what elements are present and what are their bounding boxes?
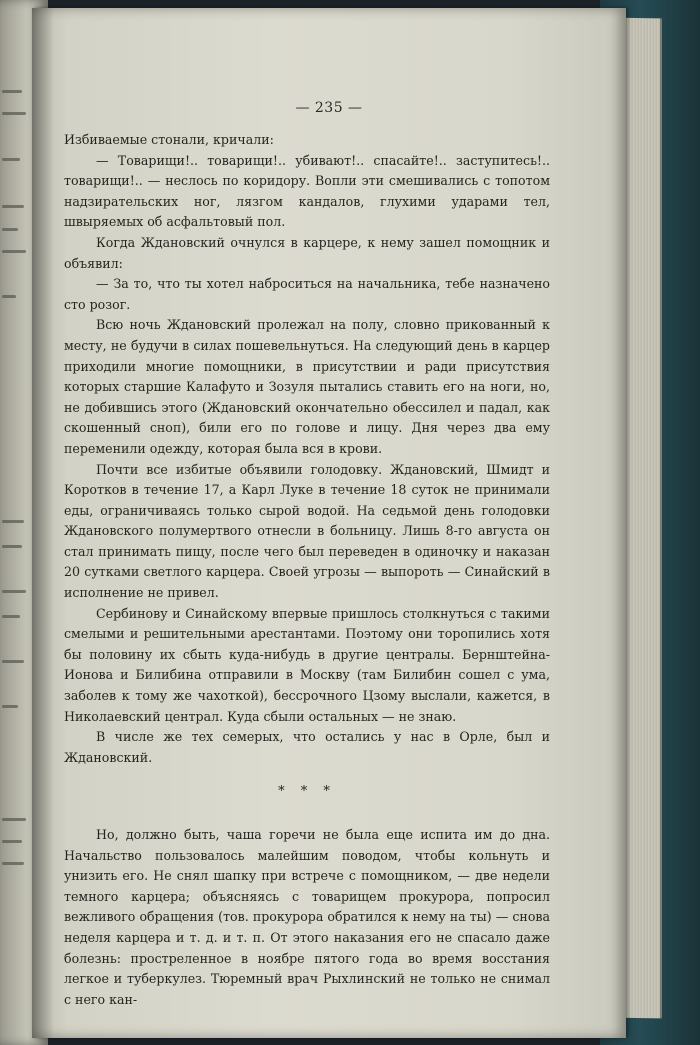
facing-text-line bbox=[2, 818, 26, 821]
facing-text-line bbox=[2, 660, 24, 663]
facing-text-line bbox=[2, 705, 18, 708]
facing-text-line bbox=[2, 590, 26, 593]
facing-text-line bbox=[2, 205, 24, 208]
facing-text-line bbox=[2, 615, 20, 618]
facing-text-line bbox=[2, 112, 26, 115]
paragraph: В числе же тех семерых, что остались у нас в Орле, был и Ждановский. bbox=[64, 729, 550, 765]
facing-text-line bbox=[2, 90, 22, 93]
facing-text-line bbox=[2, 250, 26, 253]
page-body bbox=[64, 130, 550, 1010]
facing-text-line bbox=[2, 158, 20, 161]
facing-text-line bbox=[2, 545, 22, 548]
gutter-shadow bbox=[32, 8, 54, 1038]
paragraph: — За то, что ты хотел наброситься на начальника, тебе назначено сто розог. bbox=[64, 276, 550, 312]
paragraph: Почти все избитые объявили голодовку. Ждановский, Шмидт и Коротков в течение 17, а Карл Луке в течение 18 суток не принимали еды, ограничиваясь только сырой водой. На седьмой день голодовки Ждановского полумертвого отнесли в больницу. Лишь 8-го августа он стал принимать пищу, после чего был переведен в одиночку и наказан 20 сутками светлого карцера. Своей угрозы — выпороть — Синайский в исполнение не привел. bbox=[64, 461, 550, 601]
facing-text-line bbox=[2, 840, 22, 843]
facing-text-line bbox=[2, 520, 24, 523]
facing-text-line bbox=[2, 228, 18, 231]
book-page bbox=[32, 8, 626, 1038]
paragraph: Всю ночь Ждановский пролежал на полу, словно прикованный к месту, не будучи в силах пошевельнуться. На следующий день в карцер приходили многие помощники, в присутствии и ради присутствия которых старшие Калафуто и Зозуля пытались ставить его на ноги, но, не добившись этого (Ждановский окончательно обессилел и падал, как скошенный сноп), били его по голове и лицу. Дня через два ему переменили одежду, которая была вся в крови. bbox=[64, 317, 550, 456]
facing-text-line bbox=[2, 862, 24, 865]
paragraph: Избиваемые стонали, кричали: bbox=[64, 132, 274, 147]
paragraph: Сербинову и Синайскому впервые пришлось столкнуться с такими смелыми и решительными арестантами. Поэтому они торопились хотя бы половину их сбыть куда-нибудь в другие централы. Бернштейна-Ионова и Билибина отправили в Москву (там Билибин сошел с ума, заболев к тому же чахоткой), бессрочного Цзому выслали, кажется, в Николаевский централ. Куда сбыли остальных — не знаю. bbox=[64, 605, 550, 724]
page-number: — 235 — bbox=[295, 100, 363, 116]
section-asterism: * * * bbox=[278, 784, 336, 800]
facing-text-line bbox=[2, 295, 16, 298]
paragraph: — Товарищи!.. товарищи!.. убивают!.. спасайте!.. заступитесь!.. товарищи!.. — неслось по коридору. Вопли эти смешивались с топотом надзирательских ног, лязгом кандалов, глухими ударами тел, швыряемых об асфальтовый пол. bbox=[64, 152, 550, 230]
paragraph: Но, должно быть, чаша горечи не была еще испита им до дна. Начальство пользовалось малейшим поводом, чтобы кольнуть и унизить его. Не снял шапку при встрече с помощником, — две недели темного карцера; объясняясь с товарищем прокурора, попросил вежливого обращения (тов. прокурора обратился к нему на ты) — снова неделя карцера и т. д. и т. п. От этого наказания его не спасало даже болезнь: простреленное в ноябре пятого года во время восстания легкое и туберкулез. Тюремный врач Рыхлинский не только не снимал с него кан- bbox=[64, 827, 550, 1007]
paragraph: Когда Ждановский очнулся в карцере, к нему зашел помощник и объявил: bbox=[64, 234, 550, 271]
